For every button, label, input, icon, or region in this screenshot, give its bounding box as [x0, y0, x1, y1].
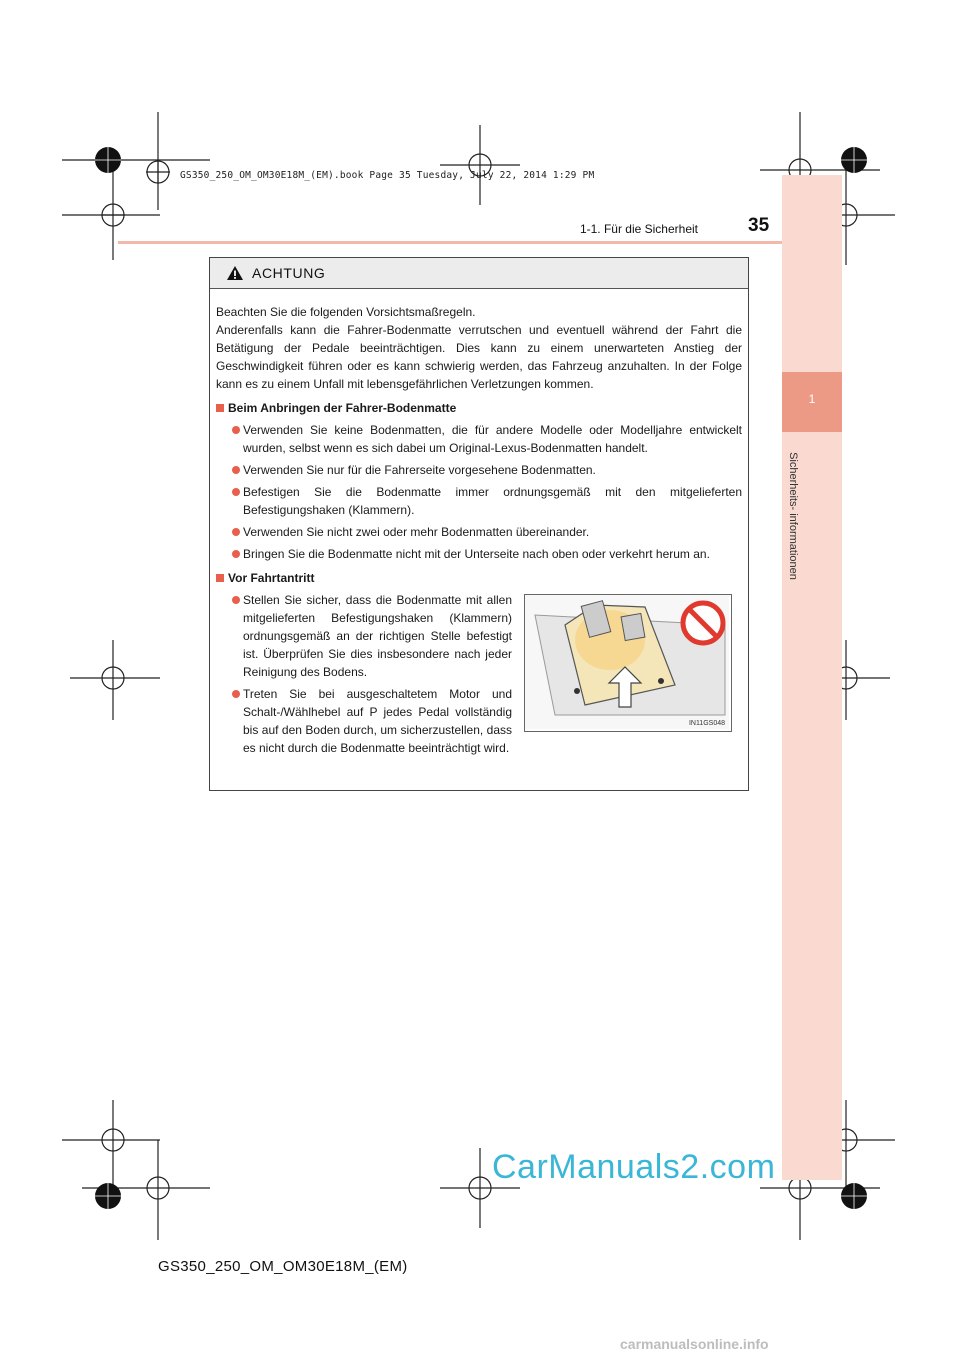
document-id: GS350_250_OM_OM30E18M_(EM) — [158, 1258, 408, 1275]
warning-intro-paragraph: Anderenfalls kann die Fahrer-Bodenmatte verrutschen und eventuell während der Fahrt die Betätigung der Pedale beeinträchtigen. Dies kann zu einem unerwarteten Anstieg der Geschwindigkeit führen oder es kann schwierig werden, das Fahrzeug anzuhalten. In der Folge kann es zu einem Unfall mit lebensgefährlichen Verletzungen kommen. — [216, 323, 742, 391]
watermark-link[interactable]: CarManuals2.com — [492, 1148, 776, 1186]
list-item-text: Treten Sie bei ausgeschaltetem Motor und Schalt-/Wählhebel auf P jedes Pedal vollständig bis auf den Boden durch, um sicherzustellen, dass es nicht durch die Bodenmatte beeinträchtigt wird. — [243, 687, 512, 755]
warning-intro-line: Beachten Sie die folgenden Vorsichtsmaßregeln. — [216, 305, 476, 319]
section-heading — [216, 399, 742, 417]
bullet-dot-icon — [232, 466, 240, 474]
warning-title: ACHTUNG — [252, 265, 326, 281]
split-content — [216, 591, 742, 761]
header-rule — [118, 241, 782, 244]
chapter-label-container — [783, 440, 803, 600]
list-item-text: Verwenden Sie nicht zwei oder mehr Bodenmatten übereinander. — [243, 525, 590, 539]
list-item — [216, 523, 742, 541]
list-item — [216, 685, 512, 757]
warning-box — [209, 257, 749, 791]
section-heading-text: Beim Anbringen der Fahrer-Bodenmatte — [228, 401, 457, 415]
list-item — [216, 483, 742, 519]
warning-triangle-icon — [226, 265, 244, 281]
list-item — [216, 591, 512, 681]
section-title: 1-1. Für die Sicherheit — [579, 222, 698, 236]
print-metadata: GS350_250_OM_OM30E18M_(EM).book Page 35 Tuesday, July 22, 2014 1:29 PM — [180, 170, 595, 181]
chapter-sidebar — [782, 175, 842, 1180]
list-item-text: Verwenden Sie nur für die Fahrerseite vorgesehene Bodenmatten. — [243, 463, 596, 477]
section-heading-text: Vor Fahrtantritt — [228, 571, 315, 585]
bullet-dot-icon — [232, 528, 240, 536]
illustration-code: IN11GS048 — [688, 720, 725, 727]
list-item — [216, 421, 742, 457]
list-item-text: Verwenden Sie keine Bodenmatten, die für andere Modelle oder Modelljahre entwickelt wurden, selbst wenn es sich dabei um Original-Lexus-Bodenmatten handelt. — [243, 423, 742, 455]
floor-mat-illustration — [524, 594, 732, 732]
list-item — [216, 545, 742, 563]
square-bullet-icon — [216, 404, 224, 412]
bullet-dot-icon — [232, 550, 240, 558]
list-item-text: Bringen Sie die Bodenmatte nicht mit der Unterseite nach oben oder verkehrt herum an. — [243, 547, 710, 561]
chapter-label: Sicherheits- informationen — [787, 452, 799, 580]
section-heading — [216, 569, 742, 587]
list-item — [216, 461, 742, 479]
page-number: 35 — [748, 215, 770, 236]
bullet-dot-icon — [232, 690, 240, 698]
bullet-dot-icon — [232, 488, 240, 496]
warning-body — [210, 289, 748, 761]
list-item-text: Befestigen Sie die Bodenmatte immer ordnungsgemäß mit den mitgelieferten Befestigungshaken (Klammern). — [243, 485, 742, 517]
floor-mat-pedal-icon — [525, 595, 729, 729]
split-text-column — [216, 591, 512, 761]
bullet-dot-icon — [232, 596, 240, 604]
bullet-dot-icon — [232, 426, 240, 434]
chapter-tab — [782, 372, 842, 432]
square-bullet-icon — [216, 574, 224, 582]
warning-header — [210, 258, 748, 289]
chapter-number: 1 — [808, 392, 816, 406]
list-item-text: Stellen Sie sicher, dass die Bodenmatte mit allen mitgelieferten Befestigungshaken (Klammern) ordnungsgemäß an der richtigen Stelle befestigt ist. Überprüfen Sie dies insbesondere nach jeder Reinigung des Bodens. — [243, 593, 512, 679]
watermark-site[interactable]: carmanualsonline.info — [620, 1336, 769, 1352]
